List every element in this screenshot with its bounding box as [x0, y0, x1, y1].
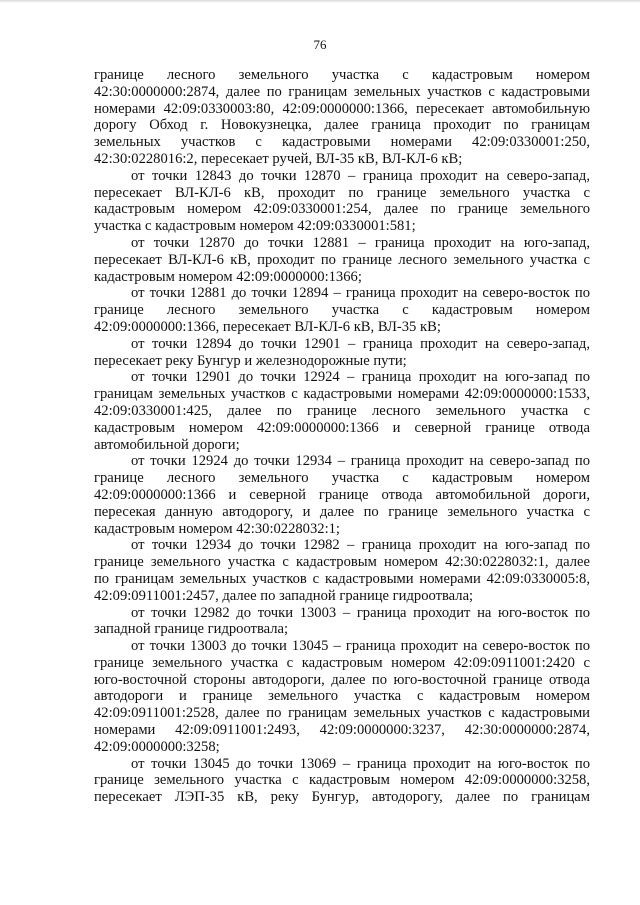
text-line: земельных участков с кадастровыми номерами 42:09:0330001:250,	[94, 134, 590, 151]
text-line: от точки 12924 до точки 12934 – граница проходит на северо-запад по	[131, 453, 590, 470]
text-line: от точки 12894 до точки 12901 – граница проходит на северо-запад,	[131, 335, 590, 352]
text-line: кадастровым номером 42:30:0228032:1;	[94, 520, 340, 537]
text-line: границе лесного земельного участка с кадастровым номером	[94, 470, 590, 487]
text-line: номерами 42:09:0330003:80, 42:09:0000000:1366, пересекает автомобильную	[94, 100, 590, 117]
text-line: 42:09:0000000:1366 и северной границе отвода автомобильной дороги,	[94, 486, 590, 503]
text-line: пересекает ЛЭП-35 кВ, реку Бунгур, автодорогу, далее по границам	[94, 789, 590, 806]
text-line: границе лесного земельного участка с кадастровым номером	[94, 67, 590, 83]
text-line: 42:09:0911001:2457, далее по западной границе гидроотвала;	[94, 587, 474, 604]
text-line: границе земельного участка с кадастровым номером 42:09:0911001:2420 с	[94, 654, 590, 671]
text-line: 42:30:0228016:2, пересекает ручей, ВЛ-35 кВ, ВЛ-КЛ-6 кВ;	[94, 150, 463, 167]
body-text	[94, 67, 590, 806]
text-line: 42:09:0330001:425, далее по границе лесного земельного участка с	[94, 402, 590, 419]
text-line: автодороги и границе земельного участка с кадастровым номером	[94, 688, 590, 705]
text-line: юго-восточной стороны автодороги, далее по юго-восточной границе отвода	[94, 671, 590, 688]
text-line: автомобильной дороги;	[94, 436, 240, 453]
text-line: от точки 12843 до точки 12870 – граница проходит на северо-запад,	[131, 167, 590, 184]
text-line: пересекая данную автодорогу, и далее по границе земельного участка с	[94, 503, 590, 520]
text-line: от точки 12982 до точки 13003 – граница проходит на юго-восток по	[131, 604, 590, 621]
text-line: от точки 12934 до точки 12982 – граница проходит на юго-запад по	[131, 537, 590, 554]
text-line: 42:09:0911001:2528, далее по границам земельных участков с кадастровыми	[94, 705, 590, 722]
text-line: 42:30:0000000:2874, далее по границам земельных участков с кадастровыми	[94, 83, 590, 100]
text-line: пересекает ВЛ-КЛ-6 кВ, проходит по границе лесного земельного участка с	[94, 251, 590, 268]
text-line: участка с кадастровым номером 42:09:0330001:581;	[94, 218, 416, 235]
text-line: границе лесного земельного участка с кадастровым номером	[94, 302, 590, 319]
text-line: 42:09:0000000:1366, пересекает ВЛ-КЛ-6 кВ, ВЛ-35 кВ;	[94, 318, 441, 335]
text-line: номерами 42:09:0911001:2493, 42:09:0000000:3237, 42:30:0000000:2874,	[94, 722, 590, 739]
text-line: дорогу Обход г. Новокузнецка, далее граница проходит по границам	[94, 117, 590, 134]
text-line: 42:09:0000000:3258;	[94, 738, 220, 755]
page-number: 76	[313, 37, 327, 52]
text-line: границам земельных участков с кадастровыми номерами 42:09:0000000:1533,	[94, 386, 590, 403]
text-line: кадастровым номером 42:09:0000000:1366;	[94, 268, 362, 285]
text-line: от точки 13003 до точки 13045 – граница проходит на северо-восток по	[131, 638, 590, 655]
scan-top-edge	[0, 0, 640, 3]
text-line: границе земельного участка с кадастровым номером 42:09:0000000:3258,	[94, 772, 590, 789]
text-line: по границам земельных участков с кадастровыми номерами 42:09:0330005:8,	[94, 570, 590, 587]
text-line: кадастровым номером 42:09:0000000:1366 и северной границе отвода	[94, 419, 590, 436]
text-line: границе земельного участка с кадастровым номером 42:30:0228032:1, далее	[94, 554, 590, 571]
text-line: от точки 12870 до точки 12881 – граница проходит на юго-запад,	[131, 234, 590, 251]
text-line: пересекает реку Бунгур и железнодорожные пути;	[94, 352, 407, 369]
text-line: от точки 13045 до точки 13069 – граница проходит на юго-восток по	[131, 755, 590, 772]
text-line: от точки 12901 до точки 12924 – граница проходит на юго-запад по	[131, 369, 590, 386]
text-line: от точки 12881 до точки 12894 – граница проходит на северо-восток по	[131, 285, 590, 302]
text-line: пересекает ВЛ-КЛ-6 кВ, проходит по границе земельного участка с	[94, 184, 590, 201]
text-line: кадастровым номером 42:09:0330001:254, далее по границе земельного	[94, 201, 590, 218]
text-line: западной границе гидроотвала;	[94, 621, 289, 638]
